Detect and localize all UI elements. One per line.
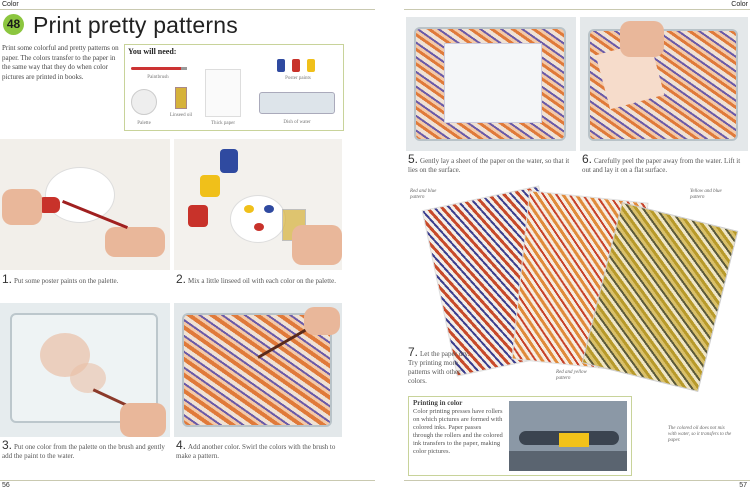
paintbrush-image bbox=[131, 67, 183, 70]
yellow-paint-pot bbox=[307, 59, 315, 72]
step-7-number: 7. bbox=[408, 345, 419, 359]
step-3-caption bbox=[2, 438, 172, 461]
dish-of-water-image bbox=[259, 92, 335, 114]
step-1-text: Put some poster paints on the palette. bbox=[14, 277, 119, 285]
step-2-caption bbox=[176, 272, 344, 286]
step-5-number: 5. bbox=[408, 152, 419, 166]
printing-box-heading: Printing in color bbox=[413, 399, 463, 407]
project-number-badge: 48 bbox=[3, 14, 24, 35]
material-label-thick-paper: Thick paper bbox=[210, 121, 236, 126]
step-4-text: Add another color. Swirl the colors with the brush to make a pattern. bbox=[176, 443, 336, 460]
step-2-text: Mix a little linseed oil with each color on the palette. bbox=[188, 277, 336, 285]
step-1-photo bbox=[0, 139, 170, 270]
step-2-number: 2. bbox=[176, 272, 187, 286]
material-label-linseed-oil: Linseed oil bbox=[169, 113, 193, 118]
materials-box bbox=[124, 44, 344, 131]
label-red-yellow: Red and yellow pattern bbox=[556, 370, 587, 381]
section-header-left: Color bbox=[2, 1, 19, 8]
step-6-number: 6. bbox=[582, 152, 593, 166]
step-5-photo bbox=[406, 17, 576, 151]
label-oil-note: The colored oil does not mix with water, so it transfers to the paper. bbox=[668, 426, 732, 443]
step-6-text: Carefully peel the paper away from the water. Lift it out and lay it on a flat surface. bbox=[582, 157, 741, 174]
page-number-left: 56 bbox=[2, 482, 10, 489]
step-3-number: 3. bbox=[2, 438, 13, 452]
material-label-paintbrush: Paintbrush bbox=[147, 75, 169, 80]
step-6-caption bbox=[582, 152, 750, 175]
step-3-text: Put one color from the palette on the brush and gently add the paint to the water. bbox=[2, 443, 165, 460]
materials-heading: You will need: bbox=[128, 47, 177, 56]
printing-box-text: Color printing presses have rollers on which pictures are formed with colored inks. Paper passes through the rollers and the colored ink transfers to the paper, making color pictures. bbox=[413, 408, 503, 455]
footer-rule-right bbox=[404, 480, 750, 481]
thick-paper-image bbox=[205, 69, 241, 117]
blue-paint-pot bbox=[277, 59, 285, 72]
section-header-right: Color bbox=[731, 1, 748, 8]
material-label-palette: Palette bbox=[137, 121, 151, 126]
palette-image bbox=[131, 89, 157, 115]
header-rule-left bbox=[0, 9, 375, 10]
page-number-right: 57 bbox=[739, 482, 747, 489]
brush-ferrule bbox=[181, 67, 187, 70]
step-7-caption bbox=[408, 345, 472, 386]
label-red-blue: Red and blue pattern bbox=[410, 189, 437, 200]
red-paint-pot bbox=[292, 59, 300, 72]
step-4-caption bbox=[176, 438, 344, 461]
material-label-poster-paints: Poster paints bbox=[285, 76, 311, 81]
step-1-number: 1. bbox=[2, 272, 13, 286]
label-yellow-blue: Yellow and blue pattern bbox=[690, 189, 722, 200]
printing-in-color-box bbox=[408, 396, 632, 476]
intro-text: Print some colorful and pretty patterns on paper. The colors transfer to the paper in the same way that they do when color pictures are printed in books. bbox=[2, 44, 119, 81]
step-5-caption bbox=[408, 152, 576, 175]
page-title: Print pretty patterns bbox=[33, 12, 238, 38]
step-4-photo bbox=[174, 303, 342, 437]
footer-rule-left bbox=[0, 480, 375, 481]
material-label-dish: Dish of water bbox=[283, 120, 311, 125]
step-6-photo bbox=[580, 17, 748, 151]
step-7-text: Let the paper dry. Try printing more patterns with other colors. bbox=[408, 350, 470, 385]
step-4-number: 4. bbox=[176, 438, 187, 452]
step-2-photo bbox=[174, 139, 342, 270]
step-5-text: Gently lay a sheet of the paper on the water, so that it lies on the surface. bbox=[408, 157, 570, 174]
header-rule-right bbox=[404, 9, 750, 10]
printing-press-photo bbox=[509, 401, 627, 471]
step-3-photo bbox=[0, 303, 170, 437]
step-1-caption bbox=[2, 272, 170, 286]
